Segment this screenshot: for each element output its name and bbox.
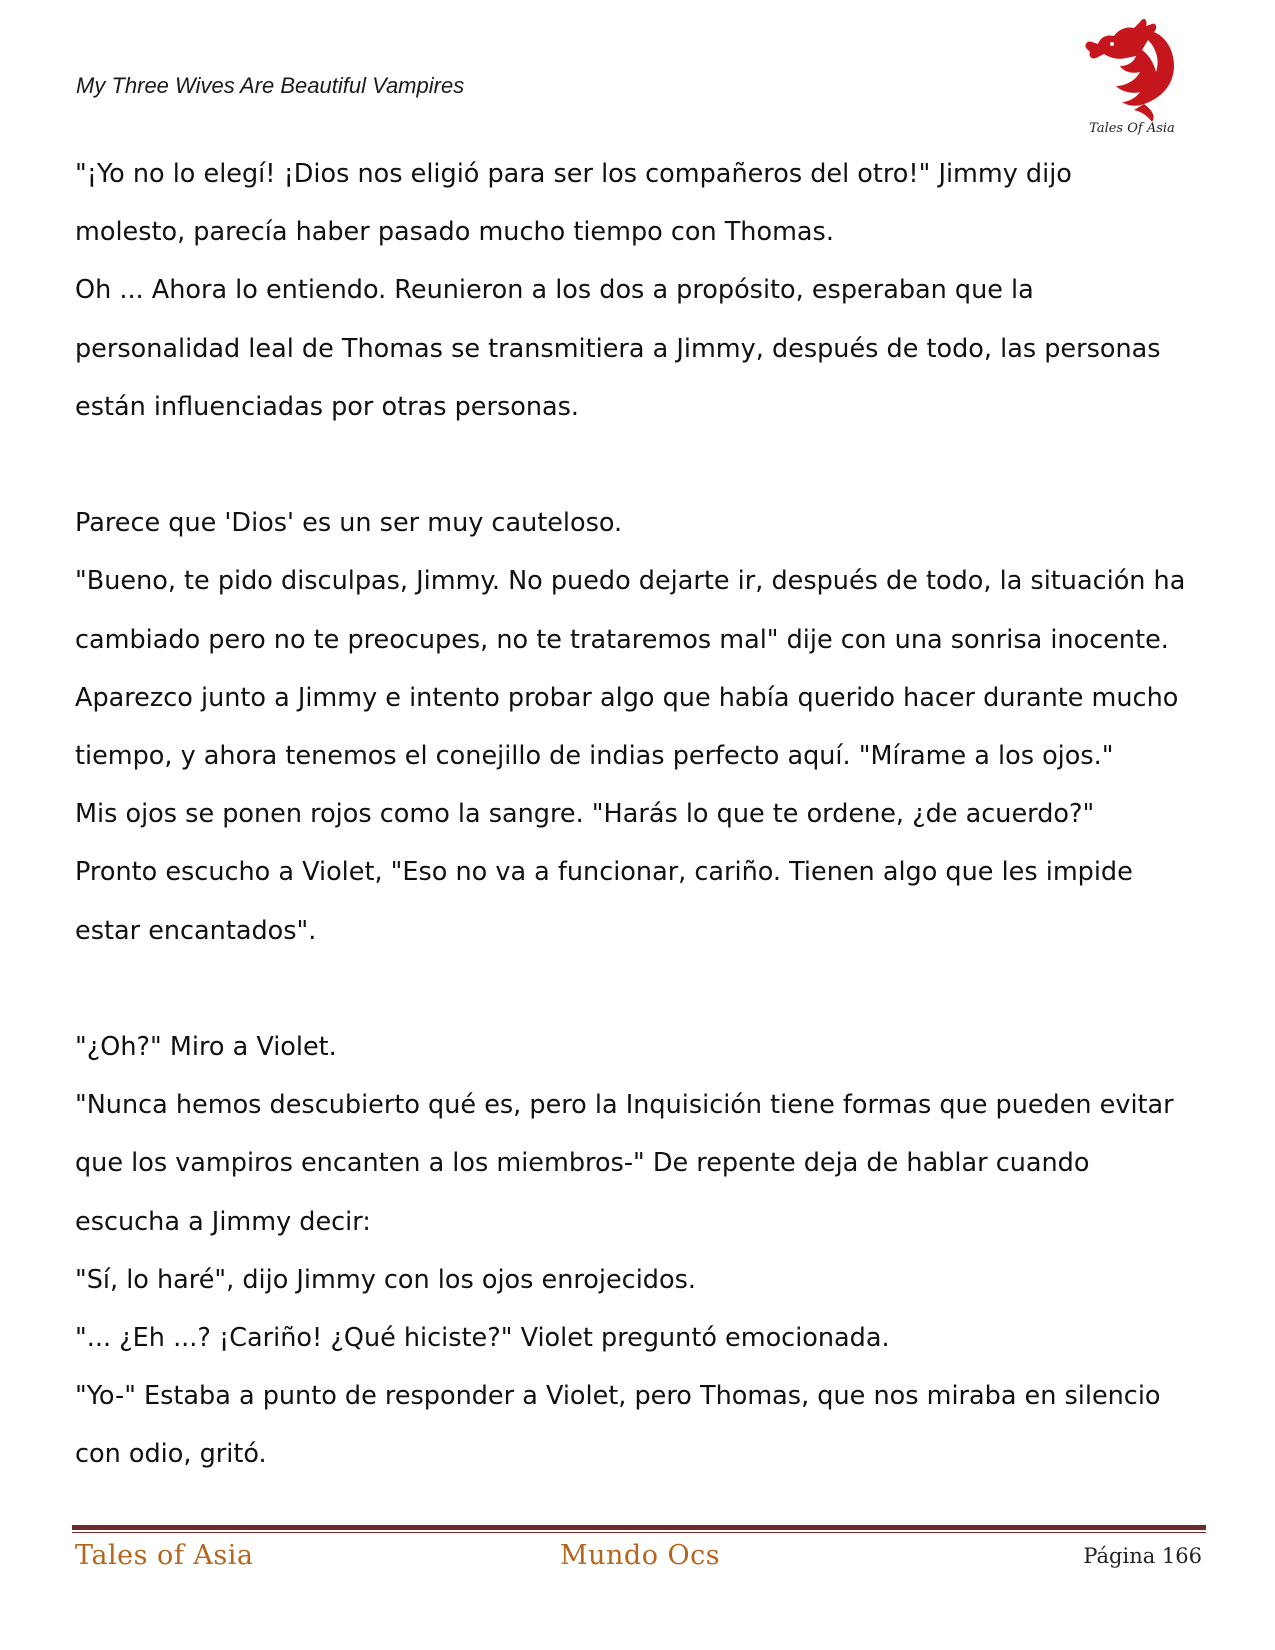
- blank-line: [75, 960, 1205, 1018]
- logo-text: Tales Of Asia: [1089, 121, 1175, 136]
- footer-group-name: Mundo Ocs: [560, 1540, 721, 1571]
- text-line: "¿Oh?" Miro a Violet.: [75, 1032, 337, 1063]
- text-line: con odio, gritó.: [75, 1439, 267, 1470]
- footer-divider: [72, 1525, 1206, 1530]
- text-line: Parece que 'Dios' es un ser muy cauteloso.: [75, 508, 623, 539]
- text-line: "... ¿Eh ...? ¡Cariño! ¿Qué hiciste?" Violet preguntó emocionada.: [75, 1323, 890, 1354]
- text-line: Oh ... Ahora lo entiendo. Reunieron a los dos a propósito, esperaban que la: [75, 275, 1034, 306]
- text-line: "¡Yo no lo elegí! ¡Dios nos eligió para ser los compañeros del otro!" Jimmy dijo: [75, 159, 1072, 189]
- text-line: "Nunca hemos descubierto qué es, pero la Inquisición tiene formas que pueden evitar: [75, 1090, 1174, 1121]
- text-line: Aparezco junto a Jimmy e intento probar algo que había querido hacer durante mucho: [75, 682, 1179, 713]
- text-line: tiempo, y ahora tenemos el conejillo de indias perfecto aquí. "Mírame a los ojos.": [75, 741, 1114, 772]
- page-number: Página 166: [1083, 1544, 1202, 1568]
- dragon-icon: [1085, 19, 1174, 122]
- text-line: cambiado pero no te preocupes, no te trataremos mal" dije con una sonrisa inocente.: [75, 624, 1169, 655]
- text-line: personalidad leal de Thomas se transmitiera a Jimmy, después de todo, las personas: [75, 333, 1161, 364]
- dragon-logo: [1082, 14, 1182, 138]
- footer-divider-thin: [72, 1532, 1206, 1533]
- blank-line: [75, 436, 1205, 494]
- text-line: "Bueno, te pido disculpas, Jimmy. No puedo dejarte ir, después de todo, la situación ha: [75, 566, 1186, 597]
- text-line: Mis ojos se ponen rojos como la sangre. "Harás lo que te ordene, ¿de acuerdo?": [75, 799, 1095, 830]
- text-line: están influenciadas por otras personas.: [75, 391, 580, 422]
- text-line: "Sí, lo haré", dijo Jimmy con los ojos enrojecidos.: [75, 1264, 696, 1295]
- footer-site-name: Tales of Asia: [75, 1540, 254, 1571]
- text-line: Pronto escucho a Violet, "Eso no va a funcionar, cariño. Tienen algo que les impide: [75, 857, 1133, 888]
- text-line: molesto, parecía haber pasado mucho tiempo con Thomas.: [75, 217, 834, 248]
- text-line: estar encantados".: [75, 915, 317, 946]
- story-text: [75, 145, 1205, 1484]
- text-line: que los vampiros encanten a los miembros-" De repente deja de hablar cuando: [75, 1148, 1090, 1179]
- text-line: escucha a Jimmy decir:: [75, 1206, 371, 1237]
- text-line: "Yo-" Estaba a punto de responder a Violet, pero Thomas, que nos miraba en silencio: [75, 1381, 1161, 1412]
- book-title: My Three Wives Are Beautiful Vampires: [76, 73, 465, 98]
